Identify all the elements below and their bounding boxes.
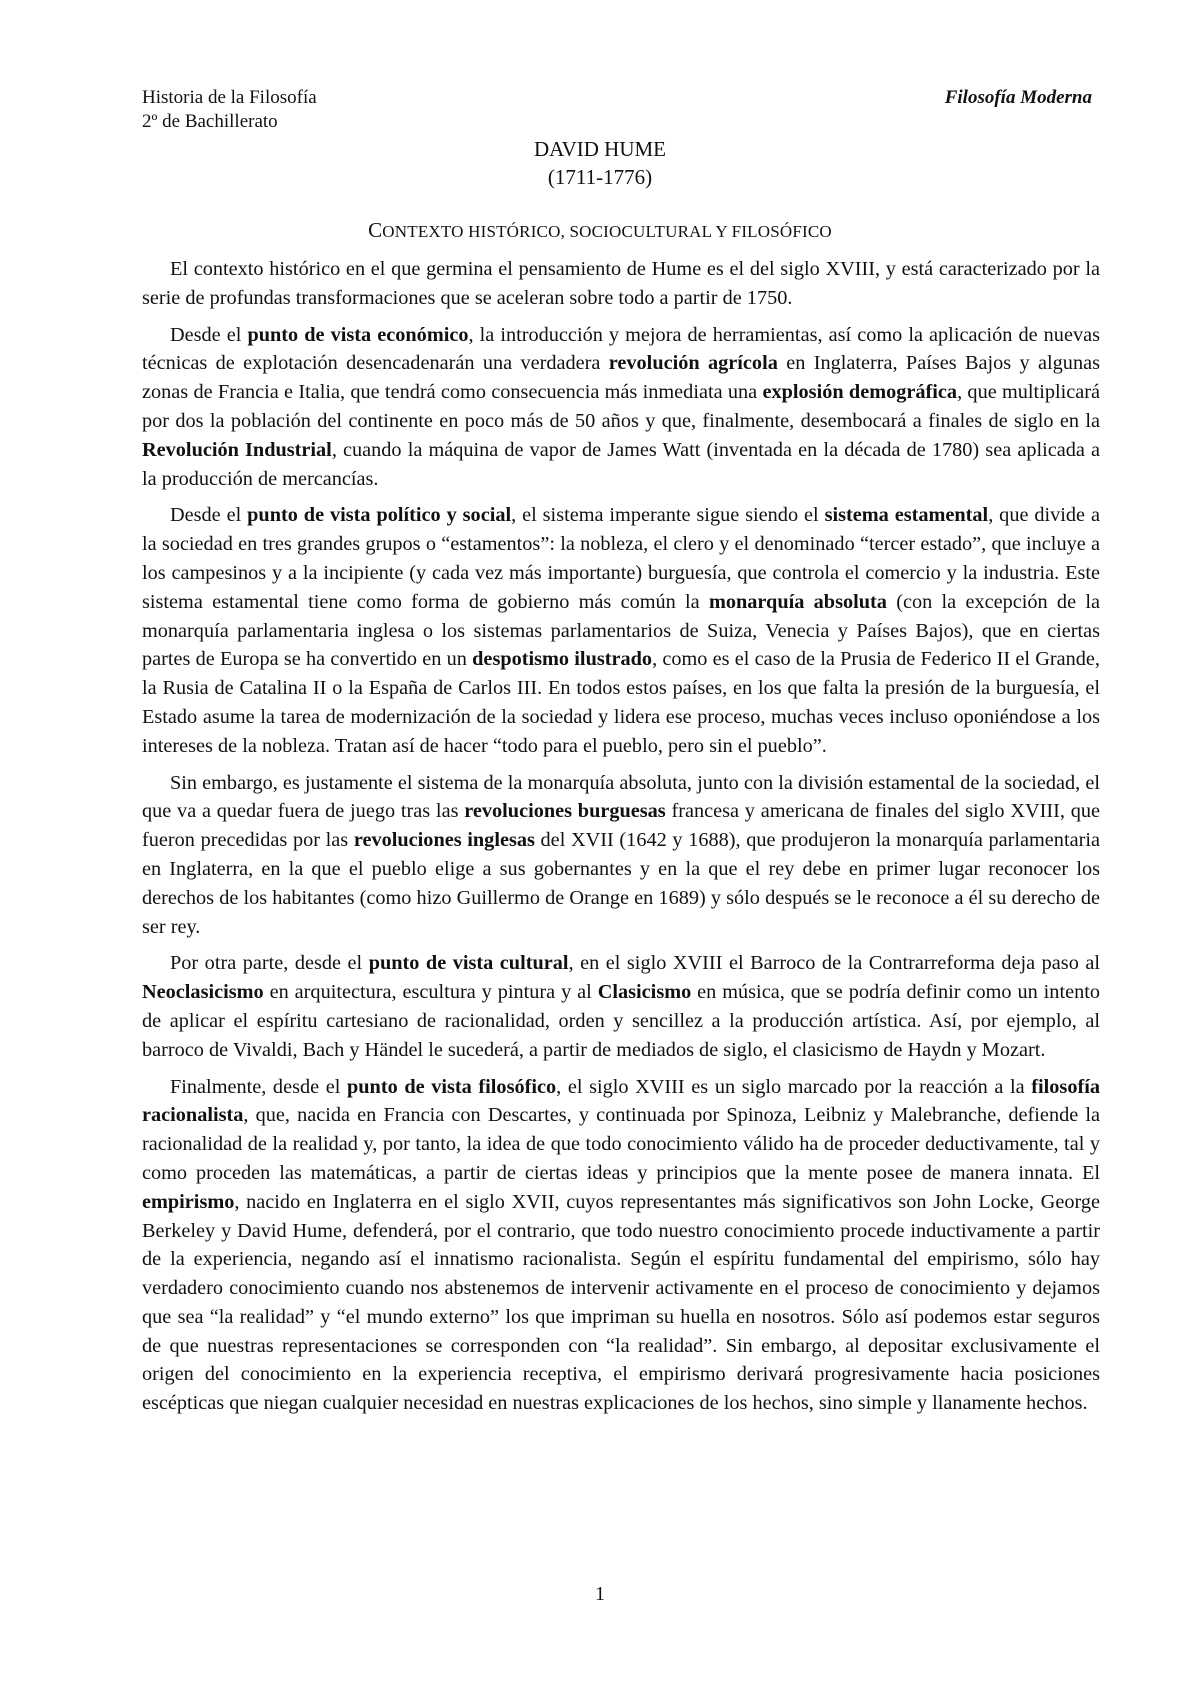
bold-term: revolución agrícola: [608, 352, 778, 375]
bold-term: punto de vista económico: [247, 323, 469, 346]
bold-term: Neoclasicismo: [142, 981, 264, 1004]
bold-term: punto de vista filosófico: [346, 1075, 557, 1098]
bold-term: punto de vista cultural: [368, 952, 569, 975]
bold-term: monarquía absoluta: [708, 590, 887, 613]
bold-term: empirismo: [142, 1190, 235, 1213]
title-dates: (1711-1776): [547, 165, 653, 189]
bold-term: revoluciones inglesas: [353, 829, 535, 852]
text-run: , que, nacida en Francia con Descartes, y continuada por Spinoza, Leibniz y Malebranche, defiende la racionalidad de la realidad y, por tanto, la idea de que todo conocimiento válido ha de proceder deductivamente, tal y como proceden las matemáticas, a partir de ciertas ideas y principios que la mente posee de manera innata. El: [142, 1104, 1100, 1184]
paragraph: [142, 769, 1100, 942]
text-run: en Inglaterra, Países Bajos y algunas zonas de Francia e Italia, que tendrá como consecuencia más inmediata una: [142, 352, 1100, 404]
bold-term: punto de vista político y social: [247, 504, 512, 527]
bold-term: despotismo ilustrado: [472, 648, 653, 671]
bold-term: explosión demográfica: [762, 381, 958, 404]
page-number: 1: [595, 1583, 605, 1605]
text-run: , cuando la máquina de vapor de James Watt (inventada en la década de 1780) sea aplicada a la producción de mercancías.: [142, 438, 1100, 490]
text-run: , la introducción y mejora de herramientas, así como la aplicación de nuevas técnicas de explotación desencadenarán una verdadera: [142, 323, 1100, 375]
section-heading-initial: C: [368, 218, 383, 242]
text-run: Por otra parte, desde el: [170, 952, 369, 975]
text-run: , como es el caso de la Prusia de Federico II el Grande, la Rusia de Catalina II o la España de Carlos III. En todos estos países, en los que falta la presión de la burguesía, el Estado asume la tarea de modernización de la sociedad y lidera ese proceso, muchas veces incluso oponiéndose a los intereses de la nobleza. Tratan así de hacer “todo para el pueblo, pero sin el pueblo”.: [142, 648, 1100, 757]
bold-term: sistema estamental: [824, 504, 989, 527]
paragraph: [142, 501, 1100, 760]
text-run: El contexto histórico en el que germina el pensamiento de Hume es el del siglo XVIII, y está caracterizado por la serie de profundas transformaciones que se aceleran sobre todo a partir de 1750.: [142, 258, 1100, 309]
text-run: francesa y americana de finales del siglo XVIII, que fueron precedidas por las: [142, 800, 1100, 852]
page-header-section: Filosofía Moderna: [944, 87, 1092, 108]
body-text: [142, 255, 1100, 1426]
text-run: , en el siglo XVIII el Barroco de la Contrarreforma deja paso al: [568, 952, 1100, 975]
text-run: , que divide a la sociedad en tres grandes grupos o “estamentos”: la nobleza, el clero y el denominado “tercer estado”, que incluye a los campesinos y a la incipiente (y cada vez más importante) burguesía, que controla el comercio y la industria. Este sistema estamental tiene como forma de gobierno más común la: [142, 504, 1100, 613]
paragraph: [142, 1073, 1100, 1419]
page-header-course: [142, 86, 317, 134]
course-level: 2º de Bachillerato: [142, 111, 278, 132]
text-run: , que multiplicará por dos la población del continente en poco más de 50 años y que, finalmente, desembocará a finales de siglo en la: [142, 381, 1101, 432]
title-block: [0, 135, 1200, 191]
bold-term: filosofía racionalista: [142, 1075, 1100, 1127]
text-run: Desde el: [170, 323, 248, 346]
paragraph: [142, 255, 1100, 313]
text-run: en música, que se podría definir como un intento de aplicar el espíritu cartesiano de racionalidad, orden y sencillez a la producción artística. Así, por ejemplo, al barroco de Vivaldi, Bach y Händel le sucederá, a partir de mediados de siglo, el clasicismo de Haydn y Mozart.: [142, 981, 1100, 1061]
course-subject: Historia de la Filosofía: [142, 87, 317, 108]
section-heading-rest: ONTEXTO HISTÓRICO, SOCIOCULTURAL Y FILOSÓFICO: [382, 222, 832, 241]
text-run: Sin embargo, es justamente el sistema de la monarquía absoluta, junto con la división estamental de la sociedad, el que va a quedar fuera de juego tras las: [142, 771, 1100, 823]
text-run: , el siglo XVIII es un siglo marcado por la reacción a la: [556, 1075, 1032, 1098]
section-heading: [0, 218, 1200, 243]
text-run: Finalmente, desde el: [170, 1075, 347, 1098]
bold-term: revoluciones burguesas: [464, 800, 666, 823]
text-run: , nacido en Inglaterra en el siglo XVII, cuyos representantes más significativos son John Locke, George Berkeley y David Hume, defenderá, por el contrario, que todo nuestro conocimiento procede inductivamente a partir de la experiencia, negando así el innatismo racionalista. Según el espíritu fundamental del empirismo, sólo hay verdadero conocimiento cuando nos abstenemos de intervenir activamente en el proceso de conocimiento y dejamos que sea “la realidad” y “el mundo externo” los que impriman su huella en nosotros. Sólo así podemos estar seguros de que nuestras representaciones se corresponden con “la realidad”. Sin embargo, al depositar exclusivamente el origen del conocimiento en la experiencia receptiva, el empirismo derivará progresivamente hacia posiciones escépticas que niegan cualquier necesidad en nuestras explicaciones de los hechos, sino simple y llanamente hechos.: [142, 1190, 1100, 1415]
bold-term: Revolución Industrial: [142, 438, 332, 461]
bold-term: Clasicismo: [597, 981, 692, 1004]
text-run: en arquitectura, escultura y pintura y al: [263, 981, 598, 1004]
page-title: DAVID HUME: [533, 137, 667, 161]
text-run: del XVII (1642 y 1688), que produjeron la monarquía parlamentaria en Inglaterra, en la que el pueblo elige a sus gobernantes y en la que el rey debe en primer lugar reconocer los derechos de los habitantes (como hizo Guillermo de Orange en 1689) y sólo después se le reconoce a él su derecho de ser rey.: [142, 829, 1100, 938]
text-run: , el sistema imperante sigue siendo el: [511, 504, 825, 527]
text-run: Desde el: [170, 504, 248, 527]
paragraph: [142, 321, 1100, 494]
paragraph: [142, 949, 1100, 1064]
text-run: (con la excepción de la monarquía parlamentaria inglesa o los sistemas parlamentarios de Suiza, Venecia y Países Bajos), que en ciertas partes de Europa se ha convertido en un: [142, 590, 1100, 671]
